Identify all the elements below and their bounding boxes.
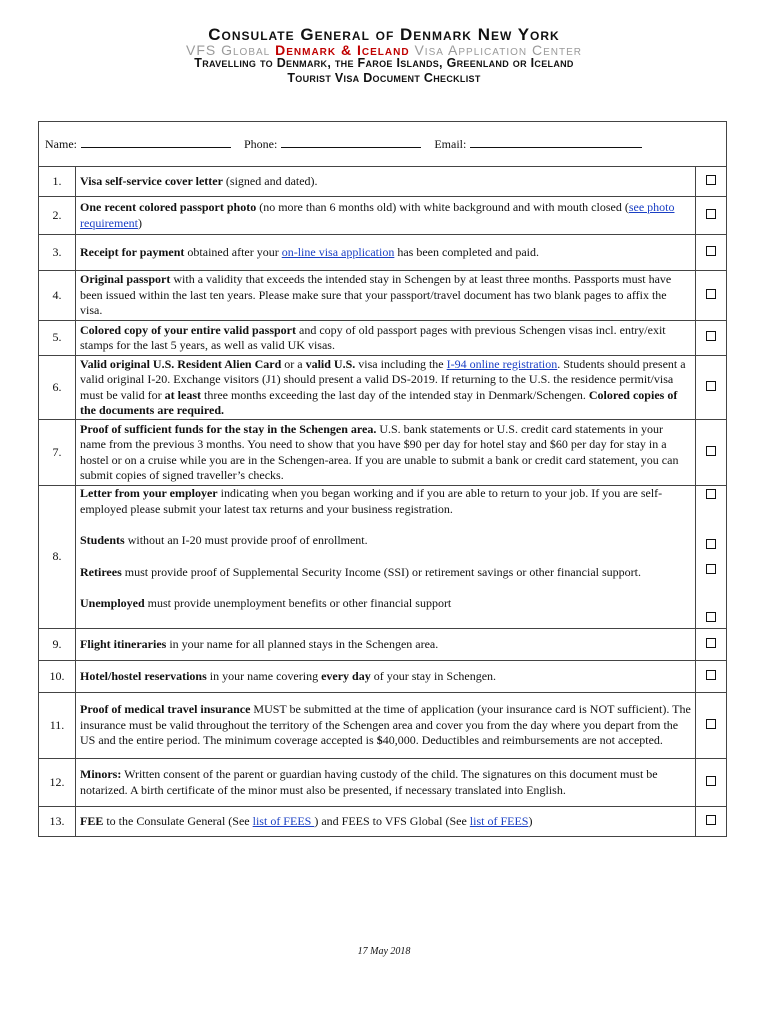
checkbox-icon[interactable] (706, 564, 716, 574)
item-checkbox[interactable] (696, 271, 727, 321)
unemployed-text: Unemployed must provide unemployment benefits or other financial support (80, 596, 452, 610)
item-description: Proof of sufficient funds for the stay in the Schengen area. U.S. bank statements or U.S. credit card statements in your name from the previous 3 months. You need to show that you have $90 per day for hotel stay and $60 per day for stay in a hostel or on a cruise while you are in the Schengen-area. If you are unable to submit a bank or credit card statement, you can submit copies of signed traveller’s checks. (76, 420, 696, 486)
checklist-row (39, 197, 727, 235)
vac-text: Visa Application Center (414, 42, 582, 58)
checkbox-icon[interactable] (706, 489, 716, 499)
checkbox-icon[interactable] (706, 719, 716, 729)
checkbox-icon[interactable] (706, 175, 716, 185)
item-number: 9. (39, 629, 76, 661)
checkbox-icon[interactable] (706, 670, 716, 680)
item-checkbox-group (696, 486, 727, 629)
email-label: Email: (434, 136, 467, 151)
checklist-row (39, 167, 727, 197)
checklist-row (39, 420, 727, 486)
checkbox-icon[interactable] (706, 612, 716, 622)
item-number: 8. (39, 486, 76, 629)
retirees-text: Retirees must provide proof of Supplemental Security Income (SSI) or retirement savings or other financial support. (80, 564, 641, 579)
vfs-global-text: VFS Global (185, 42, 271, 58)
checkbox-icon[interactable] (706, 638, 716, 648)
item-number: 10. (39, 661, 76, 693)
denmark-iceland-text: Denmark & Iceland (275, 42, 410, 58)
checkbox-icon[interactable] (706, 289, 716, 299)
students-text: Students without an I-20 must provide proof of enrollment. (80, 533, 368, 547)
checklist-row (39, 356, 727, 420)
item-description: One recent colored passport photo (no more than 6 months old) with white background and with mouth closed (see photo requirement) (76, 197, 696, 235)
i94-registration-link[interactable]: I-94 online registration (446, 356, 558, 371)
item-number: 7. (39, 420, 76, 486)
email-field[interactable] (470, 136, 642, 148)
item-checkbox[interactable] (696, 321, 727, 356)
item-checkbox[interactable] (696, 356, 727, 420)
contact-fields (39, 122, 727, 167)
item-description: Minors: Written consent of the parent or guardian having custody of the child. The signatures on this document must be notarized. A birth certificate of the minor must also be presented, if necessary translated into English. (76, 759, 696, 807)
item-number: 12. (39, 759, 76, 807)
item-number: 6. (39, 356, 76, 420)
item-description: Visa self-service cover letter (signed and dated). (76, 167, 696, 197)
checklist-row (39, 807, 727, 837)
item-number: 13. (39, 807, 76, 837)
checkbox-icon[interactable] (706, 209, 716, 219)
document-checklist-table (38, 121, 727, 837)
item-description: Flight itineraries in your name for all planned stays in the Schengen area. (76, 629, 696, 661)
consulate-title: Consulate General of Denmark New York (208, 25, 560, 44)
item-checkbox[interactable] (696, 197, 727, 235)
item-checkbox[interactable] (696, 629, 727, 661)
travel-destinations: Travelling to Denmark, the Faroe Islands, Greenland or Iceland (194, 56, 574, 70)
item-checkbox[interactable] (696, 759, 727, 807)
checkbox-icon[interactable] (706, 776, 716, 786)
checklist-row (39, 693, 727, 759)
item-number: 11. (39, 693, 76, 759)
checkbox-icon[interactable] (706, 815, 716, 825)
checkbox-icon[interactable] (706, 539, 716, 549)
item-checkbox[interactable] (696, 661, 727, 693)
checklist-row (39, 629, 727, 661)
item-number: 3. (39, 235, 76, 271)
checkbox-icon[interactable] (706, 246, 716, 256)
phone-field[interactable] (281, 136, 421, 148)
online-visa-application-link[interactable]: on-line visa application (281, 244, 395, 259)
item-number: 1. (39, 167, 76, 197)
item-number: 2. (39, 197, 76, 235)
item-checkbox[interactable] (696, 807, 727, 837)
checklist-title: Tourist Visa Document Checklist (287, 71, 481, 85)
footer-date: 17 May 2018 (357, 946, 411, 957)
checklist-row (39, 661, 727, 693)
checklist-row (39, 271, 727, 321)
item-description: Receipt for payment obtained after your on-line visa application has been completed and paid. (76, 235, 696, 271)
item-checkbox[interactable] (696, 167, 727, 197)
item-checkbox[interactable] (696, 693, 727, 759)
name-label: Name: (45, 136, 77, 151)
item-checkbox[interactable] (696, 235, 727, 271)
vfs-fees-link[interactable]: list of FEES (469, 813, 529, 828)
item-number: 5. (39, 321, 76, 356)
item-description: Hotel/hostel reservations in your name covering every day of your stay in Schengen. (76, 661, 696, 693)
contact-row (39, 122, 727, 167)
checklist-row (39, 486, 727, 629)
item-description: Proof of medical travel insurance MUST be submitted at the time of application (your insurance card is NOT sufficient). The insurance must be valid throughout the territory of the Schengen area and cover you from the day where you depart from the US and the entire period. The minimum coverage accepted is $40,000. Deductibles and reimbursements are not accepted. (76, 693, 696, 759)
photo-requirement-link[interactable]: see photo requirement (80, 200, 675, 230)
item-checkbox[interactable] (696, 420, 727, 486)
item-description (76, 486, 696, 629)
checkbox-icon[interactable] (706, 381, 716, 391)
phone-label: Phone: (244, 136, 278, 151)
name-field[interactable] (81, 136, 231, 148)
consulate-fees-link[interactable]: list of FEES (252, 813, 315, 828)
checklist-row (39, 321, 727, 356)
item-description: Original passport with a validity that exceeds the intended stay in Schengen by at least three months. Passports must have been issued within the last ten years. Please make sure that your passport/travel document has two blank pages to affix the visa. (76, 271, 696, 321)
item-description: Colored copy of your entire valid passport and copy of old passport pages with previous Schengen visas incl. entry/exit stamps for the last 5 years, as well as valid UK visas. (76, 321, 696, 356)
checklist-row (39, 759, 727, 807)
employer-letter-text: Letter from your employer indicating when you began working and if you are able to return to your job. If you are self-employed please submit your latest tax returns and your business registration. (80, 486, 663, 516)
item-description: Valid original U.S. Resident Alien Card or a valid U.S. visa including the I-94 online registration. Students should present a valid original I-20. Exchange visitors (J1) should present a valid DS-2019. If returning to the U.S. the residence permit/visa must be valid for at least three months exceeding the last day of the intended stay in Denmark/Schengen. Colored copies of the documents are required. (76, 356, 696, 420)
checklist-row (39, 235, 727, 271)
checkbox-icon[interactable] (706, 331, 716, 341)
item-description: FEE to the Consulate General (See list of FEES ) and FEES to VFS Global (See list of FEES) (76, 807, 696, 837)
item-number: 4. (39, 271, 76, 321)
checkbox-icon[interactable] (706, 446, 716, 456)
